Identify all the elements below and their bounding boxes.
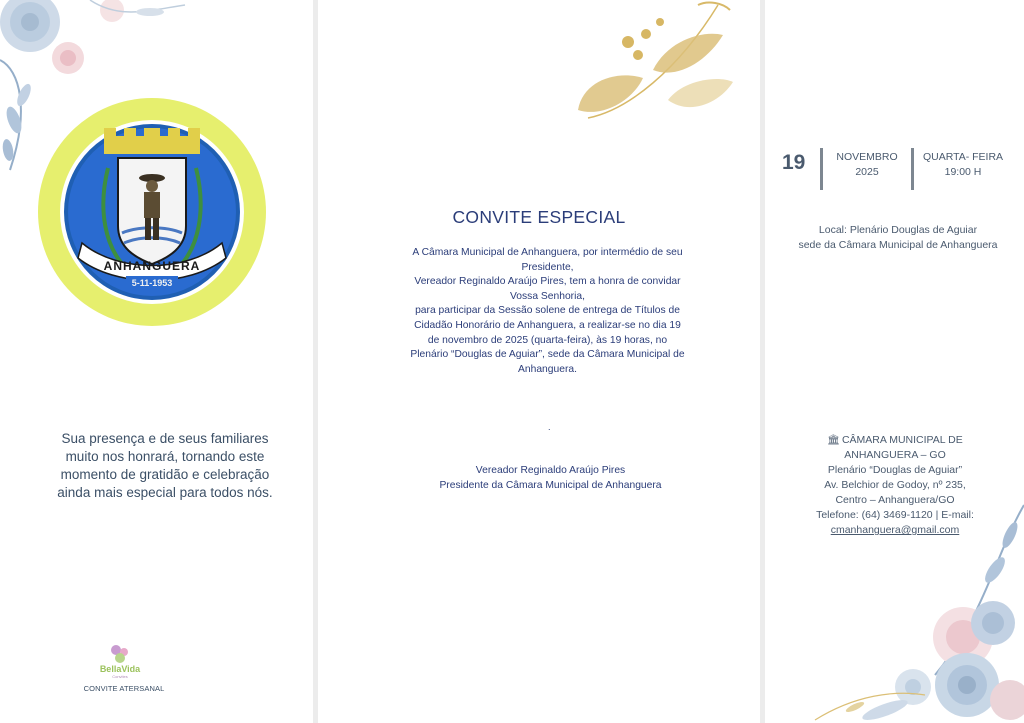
brand-caption: CONVITE ATERSANAL [83, 684, 165, 693]
message-line: ainda mais especial para todos nós. [57, 485, 273, 500]
contact-plenary: Plenário “Douglas de Aguiar” [827, 464, 963, 476]
brand-tagline: Convites [112, 674, 128, 679]
location-line: sede da Câmara Municipal de Anhanguera [798, 239, 998, 251]
event-month-year [829, 150, 905, 180]
event-time: 19:00 H [944, 166, 982, 178]
body-line: Plenário “Douglas de Aguiar”, sede da Câmara Municipal de [410, 349, 685, 361]
signature-role: Presidente da Câmara Municipal de Anhanguera [439, 480, 662, 491]
contact-org-line [793, 433, 997, 448]
contact-email-link[interactable]: cmanhanguera@gmail.com [830, 524, 960, 536]
body-line: Vereador Reginaldo Araújo Pires, tem a honra de convidar [414, 276, 681, 288]
location-line: Local: Plenário Douglas de Aguiar [818, 224, 978, 236]
contact-org-state: ANHANGUERA – GO [844, 449, 946, 461]
left-panel [0, 0, 313, 723]
event-weekday: QUARTA- FEIRA [922, 151, 1004, 163]
signature-name: Vereador Reginaldo Araújo Pires [475, 465, 626, 476]
body-line: de novembro de 2025 (quarta-feira), às 19 horas, no [427, 334, 668, 346]
signature-block [318, 463, 760, 493]
event-weekday-time [919, 150, 1007, 180]
event-day: 19 [782, 151, 806, 174]
body-line: Presidente, [521, 261, 574, 273]
bank-icon: 🏛 [827, 435, 840, 446]
contact-address-city: Centro – Anhanguera/GO [835, 494, 955, 506]
contact-org-name: CÂMARA MUNICIPAL DE [841, 434, 963, 446]
message-line: Sua presença e de seus familiares [61, 431, 269, 446]
event-year: 2025 [855, 166, 879, 178]
message-line: momento de gratidão e celebração [60, 467, 270, 482]
invitation-message [40, 430, 290, 502]
right-panel [765, 0, 1024, 723]
date-divider [820, 148, 823, 190]
contact-phone: Telefone: (64) 3469-1120 | E-mail: [816, 509, 974, 521]
body-line: Vossa Senhoria, [510, 290, 585, 302]
gold-leaves-decoration [558, 0, 738, 125]
body-line: A Câmara Municipal de Anhanguera, por intermédio de seu [412, 247, 683, 258]
crest-date-text: 5-11-1953 [131, 278, 173, 288]
event-month: NOVEMBRO [836, 151, 898, 163]
body-line: para participar da Sessão solene de entrega de Títulos de [415, 305, 680, 317]
contact-address: Av. Belchior de Godoy, nº 235, [824, 479, 966, 491]
invitation-title: CONVITE ESPECIAL [452, 207, 626, 227]
crest-banner-text: ANHANGUERA [103, 259, 201, 273]
brand-name: BellaVida [99, 664, 141, 674]
municipal-coat-of-arms [38, 98, 266, 326]
date-divider [911, 148, 914, 190]
message-line: muito nos honrará, tornando este [65, 449, 265, 464]
bellavida-logo [92, 640, 148, 680]
floral-decoration-bottom-right [795, 495, 1024, 723]
event-location [783, 223, 1013, 253]
invitation-body [400, 246, 695, 377]
body-line: Anhanguera. [518, 363, 577, 375]
separator-dot: . [548, 422, 551, 432]
body-line: Cidadão Honorário de Anhanguera, a realizar-se no dia 19 [414, 319, 681, 331]
middle-panel [318, 0, 760, 723]
